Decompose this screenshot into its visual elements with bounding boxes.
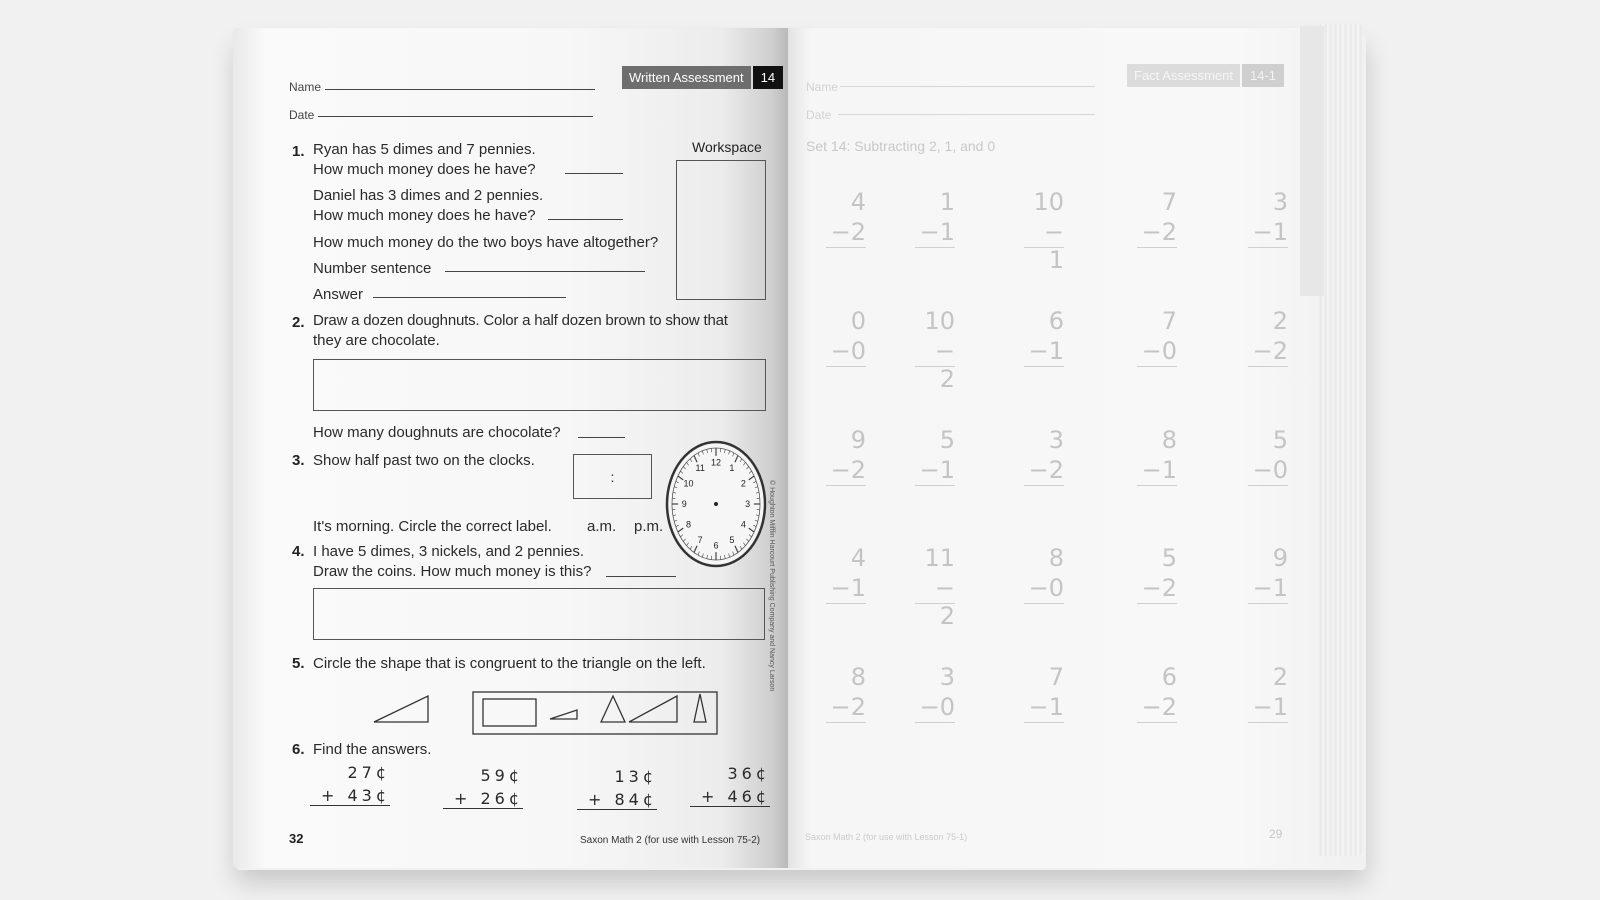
set-title: Set 14: Subtracting 2, 1, and 0 — [806, 138, 996, 154]
fact-minuend: 8 — [1048, 544, 1064, 572]
clock-number: 4 — [740, 519, 746, 530]
fact-problem — [1004, 426, 1064, 486]
fact-problem — [1117, 426, 1177, 486]
fact-problem — [1228, 426, 1288, 486]
fact-minuend: 3 — [1048, 426, 1064, 454]
date-label: Date — [289, 108, 315, 122]
right-date-label: Date — [806, 108, 832, 122]
am-label[interactable]: a.m. — [587, 518, 617, 535]
q1-number-sentence: Number sentence — [313, 260, 432, 277]
fact-problem — [1117, 544, 1177, 604]
clock-number: 11 — [695, 463, 705, 474]
fact-problem — [895, 426, 955, 486]
fact-minuend: 4 — [850, 188, 866, 216]
q2-line3: How many doughnuts are chocolate? — [313, 424, 561, 441]
fact-subtrahend: −2 — [826, 693, 866, 723]
choice-congruent-triangle[interactable] — [629, 696, 677, 722]
fact-problem — [1228, 663, 1288, 723]
fact-minuend: 7 — [1161, 307, 1177, 335]
side-copyright: © Houghton Mifflin Harcourt Publishing Company and Nancy Larson — [768, 480, 775, 692]
pm-label[interactable]: p.m. — [634, 518, 664, 535]
fact-problem — [895, 544, 955, 630]
fact-subtrahend: −2 — [826, 218, 866, 248]
clock-number: 2 — [740, 478, 746, 489]
addend-top: 27¢ — [347, 763, 390, 782]
fact-problem — [1228, 188, 1288, 248]
q1-line4: How much money does he have? — [313, 207, 536, 224]
clock-number: 6 — [713, 540, 719, 551]
fact-minuend: 7 — [1048, 663, 1064, 691]
fact-problem — [1004, 663, 1064, 723]
fact-subtrahend: − 2 — [915, 574, 955, 604]
fact-subtrahend: −2 — [1137, 693, 1177, 723]
fact-minuend: 6 — [1161, 663, 1177, 691]
fact-assessment-header — [1127, 64, 1284, 87]
clock-center — [714, 502, 718, 506]
fact-minuend: 9 — [1272, 544, 1288, 572]
addition-problem — [577, 767, 657, 810]
fact-minuend: 11 — [924, 544, 955, 572]
fact-problem — [1004, 188, 1064, 274]
q2-answer-line — [578, 437, 625, 438]
fact-subtrahend: −0 — [915, 693, 955, 723]
fact-subtrahend: −0 — [1024, 574, 1064, 604]
digital-clock-colon: : — [610, 468, 615, 485]
workspace-label: Workspace — [692, 139, 762, 155]
fact-minuend: 10 — [1033, 188, 1064, 216]
fact-minuend: 4 — [850, 544, 866, 572]
fact-problem — [806, 188, 866, 248]
fact-subtrahend: −0 — [1137, 337, 1177, 367]
fact-problem — [1004, 544, 1064, 604]
right-page-number: 29 — [1269, 827, 1283, 841]
reference-triangle — [374, 696, 428, 722]
fact-minuend: 8 — [850, 663, 866, 691]
q4-answer-line — [606, 576, 676, 577]
fact-subtrahend: −2 — [1137, 218, 1177, 248]
header-label: Written Assessment — [622, 66, 751, 89]
q2-number: 2. — [292, 314, 305, 331]
q1-line5: How much money do the two boys have altogether? — [313, 234, 659, 251]
choice-isosceles-triangle[interactable] — [601, 696, 625, 722]
fact-subtrahend: −2 — [1137, 574, 1177, 604]
fact-minuend: 10 — [924, 307, 955, 335]
digital-clock-box[interactable] — [573, 454, 652, 499]
fact-minuend: 6 — [1048, 307, 1064, 335]
right-page-shade — [1300, 26, 1324, 296]
q5-number: 5. — [292, 655, 305, 672]
q3-number: 3. — [292, 452, 305, 469]
fact-subtrahend: −0 — [1248, 456, 1288, 486]
fact-minuend: 5 — [939, 426, 955, 454]
addition-problem — [310, 763, 390, 806]
right-date-line — [838, 114, 1095, 115]
addition-problem — [443, 766, 523, 809]
fact-problem — [806, 426, 866, 486]
addend-top: 36¢ — [727, 764, 770, 783]
fact-problem — [1117, 188, 1177, 248]
q1-answer: Answer — [313, 286, 364, 303]
clock-number: 5 — [729, 534, 735, 545]
header-label: Fact Assessment — [1127, 64, 1240, 87]
number-sentence-line — [445, 271, 645, 272]
q3-line2: It's morning. Circle the correct label. — [313, 518, 552, 535]
fact-subtrahend: −1 — [915, 218, 955, 248]
fact-problem — [1228, 544, 1288, 604]
q3-line1: Show half past two on the clocks. — [313, 452, 535, 469]
workspace-box[interactable] — [676, 160, 766, 300]
fact-subtrahend: − 2 — [915, 337, 955, 367]
fact-problem — [895, 307, 955, 393]
addend-bottom: + 46¢ — [690, 787, 770, 807]
fact-minuend: 2 — [1272, 307, 1288, 335]
choice-rectangle[interactable] — [483, 699, 536, 726]
fact-problem — [1117, 663, 1177, 723]
name-line — [325, 89, 595, 90]
fact-problem — [1117, 307, 1177, 367]
fact-minuend: 1 — [939, 188, 955, 216]
q4-number: 4. — [292, 543, 305, 560]
right-name-line — [840, 86, 1095, 87]
addend-top: 59¢ — [480, 766, 523, 785]
clock-number: 10 — [683, 478, 694, 489]
fact-minuend: 5 — [1161, 544, 1177, 572]
choice-small-triangle[interactable] — [550, 710, 577, 719]
fact-problem — [1004, 307, 1064, 367]
answer-line — [373, 297, 566, 298]
fact-subtrahend: −1 — [826, 574, 866, 604]
q2-line1: Draw a dozen doughnuts. Color a half dozen brown to show that — [313, 312, 728, 329]
q6-number: 6. — [292, 741, 305, 758]
left-footer-text: Saxon Math 2 (for use with Lesson 75-2) — [580, 835, 761, 846]
q4-line2: Draw the coins. How much money is this? — [313, 563, 592, 580]
fact-problem — [806, 544, 866, 604]
fact-subtrahend: − 1 — [1024, 218, 1064, 248]
fact-subtrahend: −1 — [1248, 218, 1288, 248]
q1-line2: How much money does he have? — [313, 161, 536, 178]
fact-subtrahend: −1 — [1024, 693, 1064, 723]
choices-box — [473, 692, 717, 734]
addend-bottom: + 43¢ — [310, 786, 390, 806]
choice-thin-triangle[interactable] — [694, 694, 706, 722]
fact-subtrahend: −1 — [1248, 574, 1288, 604]
fact-problem — [806, 307, 866, 367]
fact-minuend: 7 — [1161, 188, 1177, 216]
fact-problem — [1228, 307, 1288, 367]
addend-bottom: + 84¢ — [577, 790, 657, 810]
clock-number: 9 — [681, 499, 687, 509]
fact-minuend: 0 — [850, 307, 866, 335]
fact-problem — [895, 663, 955, 723]
q6-line1: Find the answers. — [313, 741, 432, 758]
fact-subtrahend: −2 — [826, 456, 866, 486]
clock-number: 1 — [729, 463, 735, 474]
left-page-number: 32 — [289, 831, 304, 846]
clock-number: 8 — [686, 519, 692, 530]
fact-subtrahend: −1 — [1248, 693, 1288, 723]
fact-minuend: 2 — [1272, 663, 1288, 691]
clock-number: 12 — [710, 457, 722, 468]
fact-subtrahend: −2 — [1248, 337, 1288, 367]
fact-subtrahend: −1 — [915, 456, 955, 486]
q1-line3: Daniel has 3 dimes and 2 pennies. — [313, 187, 544, 204]
addend-top: 13¢ — [614, 767, 657, 786]
q1-answer-line-1 — [565, 173, 623, 174]
name-label: Name — [289, 80, 322, 94]
page-edges — [1318, 24, 1362, 856]
fact-subtrahend: −2 — [1024, 456, 1064, 486]
q1-number: 1. — [292, 143, 305, 160]
fact-minuend: 8 — [1161, 426, 1177, 454]
fact-problem — [895, 188, 955, 248]
fact-minuend: 3 — [1272, 188, 1288, 216]
analog-clock[interactable] — [664, 440, 768, 568]
coin-drawing-box[interactable] — [313, 588, 765, 640]
right-footer-text: Saxon Math 2 (for use with Lesson 75-1) — [805, 832, 968, 842]
fact-minuend: 3 — [939, 663, 955, 691]
fact-subtrahend: −1 — [1137, 456, 1177, 486]
fact-subtrahend: −1 — [1024, 337, 1064, 367]
clock-number: 3 — [745, 499, 751, 509]
q5-line1: Circle the shape that is congruent to the triangle on the left. — [313, 655, 706, 672]
fact-minuend: 9 — [850, 426, 866, 454]
q2-line2: they are chocolate. — [313, 332, 440, 349]
addend-bottom: + 26¢ — [443, 789, 523, 809]
right-name-label: Name — [806, 80, 839, 94]
fact-subtrahend: −0 — [826, 337, 866, 367]
q4-line1: I have 5 dimes, 3 nickels, and 2 pennies. — [313, 543, 584, 560]
q1-line1: Ryan has 5 dimes and 7 pennies. — [313, 141, 536, 158]
header-number: 14-1 — [1242, 64, 1284, 87]
fact-minuend: 5 — [1272, 426, 1288, 454]
header-number: 14 — [753, 66, 783, 89]
addition-problem — [690, 764, 770, 807]
q1-answer-line-2 — [548, 219, 623, 220]
written-assessment-header — [622, 66, 783, 89]
fact-problem — [806, 663, 866, 723]
shapes-figure — [370, 688, 730, 736]
clock-number: 7 — [697, 534, 703, 545]
date-line — [318, 116, 593, 117]
doughnut-drawing-box[interactable] — [313, 359, 766, 411]
